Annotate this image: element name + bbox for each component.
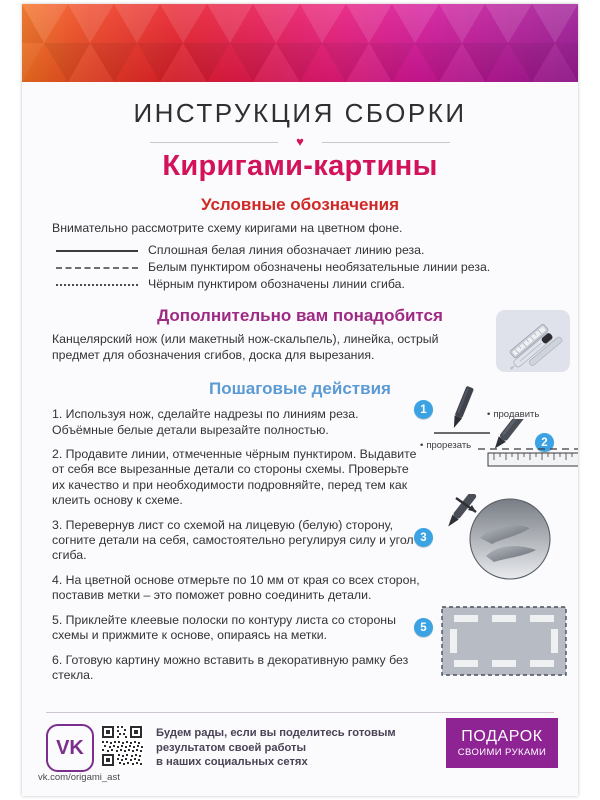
- instruction-sheet: [22, 4, 578, 796]
- legend-row-label: Белым пунктиром обозначены необязательные линии реза.: [148, 260, 491, 275]
- page-subtitle: Киригами-картины: [162, 150, 438, 182]
- footer: [22, 706, 578, 796]
- step-number-badge-1: 1: [414, 400, 433, 419]
- tools-illustration: [496, 310, 570, 372]
- legend-intro: Внимательно рассмотрите схему киригами на цветном фоне.: [52, 221, 403, 235]
- footer-message-line: в наших социальных сетях: [156, 756, 308, 768]
- steps-heading: Пошаговые действия: [209, 379, 391, 399]
- step-item: 2. Продавите линии, отмеченные чёрным пунктиром. Выдавите от себя все вырезанные детали со стороны схемы. Проверьте их качество и при необходимости подровняйте, перед тем как клеить основу к схеме.: [52, 447, 417, 508]
- step-item: 5. Приклейте клеевые полоски по контуру листа со стороны схемы и прижмите к основе, опираясь на метки.: [52, 612, 396, 643]
- legend-row: [56, 277, 578, 292]
- qr-code-icon[interactable]: [100, 724, 144, 768]
- banner-shading: [22, 4, 578, 82]
- legend-list: [56, 243, 578, 292]
- tools-heading: Дополнительно вам понадобится: [157, 306, 443, 326]
- step-item: 6. Готовую картину можно вставить в декоративную рамку без стекла.: [52, 652, 409, 682]
- step-item: 4. На цветной основе отмерьте по 10 мм от края со всех сторон, поставив метки – это поможет ровно соединить детали.: [52, 572, 420, 603]
- legend-row-label: Сплошная белая линия обозначает линию реза.: [148, 243, 425, 258]
- footer-message: [156, 726, 396, 770]
- footer-divider: [46, 712, 554, 713]
- figure-label-score: • продавить: [487, 409, 539, 420]
- dotted-line-icon: [56, 280, 138, 290]
- title-divider: [150, 136, 450, 148]
- legend-row: [56, 260, 578, 275]
- header-gradient-banner: [22, 4, 578, 82]
- vk-logo-icon[interactable]: VK: [46, 724, 94, 772]
- footer-message-line: Будем рады, если вы поделитесь готовым: [156, 727, 396, 739]
- step-number-badge-3: 3: [414, 528, 433, 547]
- gift-badge-title: ПОДАРОК: [461, 728, 543, 745]
- solid-line-icon: [56, 246, 138, 256]
- step-item: 3. Перевернув лист со схемой на лицевую (белую) сторону, согните детали на себя, самостоятельно регулируя силу и угол сгиба.: [52, 517, 414, 563]
- vk-url-label[interactable]: vk.com/origami_ast: [38, 772, 120, 783]
- legend-row-label: Чёрным пунктиром обозначены линии сгиба.: [148, 277, 405, 292]
- steps-list: [52, 407, 420, 683]
- gift-badge: [446, 718, 558, 768]
- fold-detail-illustration: [434, 494, 572, 584]
- step-number-badge-2: 2: [535, 433, 554, 452]
- legend-heading: Условные обозначения: [200, 195, 400, 214]
- footer-message-line: результатом своей работы: [156, 741, 307, 754]
- step-number-badge-5: 5: [414, 618, 433, 637]
- step-item: 1. Используя нож, сделайте надрезы по линиям реза. Объёмные белые детали вырезайте полностью.: [52, 407, 359, 437]
- figure-label-cut: • прорезать: [420, 440, 471, 451]
- legend-row: [56, 243, 578, 258]
- gift-badge-subtitle: СВОИМИ РУКАМИ: [457, 747, 547, 758]
- dashed-line-icon: [56, 263, 138, 273]
- heart-icon: ♥: [296, 134, 304, 149]
- page-title: ИНСТРУКЦИЯ СБОРКИ: [133, 98, 467, 128]
- score-line-illustration: [474, 419, 578, 471]
- tools-text: Канцелярский нож (или макетный нож-скальпель), линейка, острый предмет для обозначения сгибов, доска для вырезания.: [52, 332, 439, 362]
- glue-strips-illustration: [440, 605, 568, 677]
- knife-and-ruler-icon: [496, 310, 570, 372]
